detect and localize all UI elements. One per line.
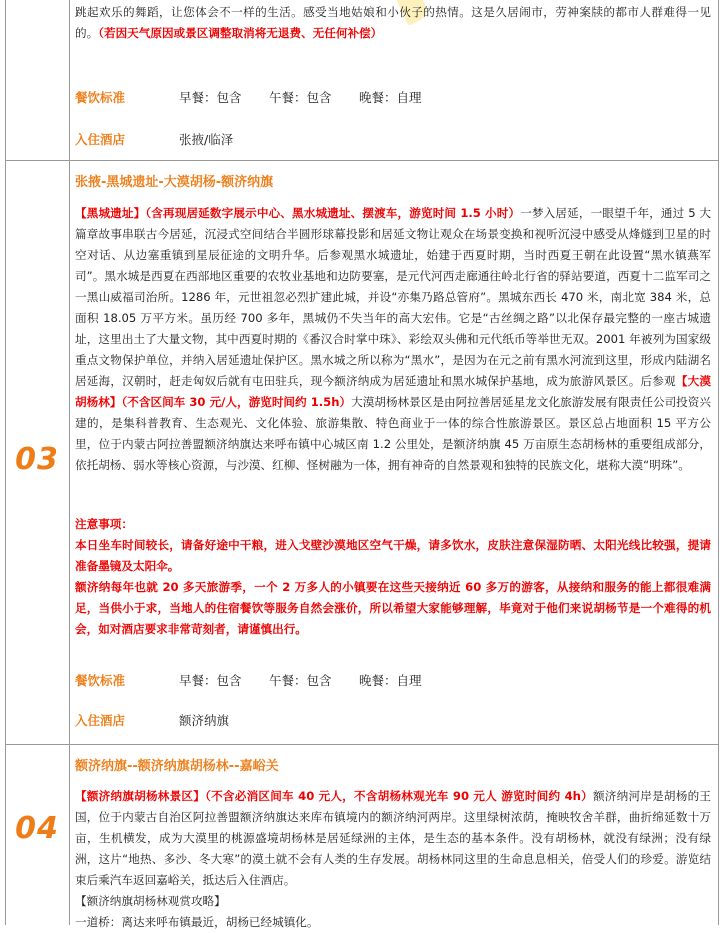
hotel-label: 入住酒店 — [75, 132, 126, 147]
weather-note: （若因天气原因或景区调整取消将无退费、无任何补偿） — [98, 26, 383, 40]
notice-item-2: 额济纳每年也就 20 多天旅游季，一个 2 万多人的小镇要在这些天接纳近 60 多万的游客，从接纳和服务的能上都很难满足，当供小于求，当地人的住宿餐饮等服务自然会涨价，所以希望大家能够理解，毕竟对于他们来说胡杨节是一个难得的机会，如对酒店要求非常苛刻者，请谨慎出行。 — [75, 580, 711, 636]
hotel-row-top — [75, 129, 711, 151]
spot-ejina-forest-text: 额济纳河岸是胡杨的王国，位于内蒙古自治区阿拉善盟额济纳旗达来库布镇境内的额济纳河两岸。这里绿树浓荫，掩映牧舍羊群，曲折绵延数十万亩，生机横发，成为大漠里的桃源盛境胡杨林是居延绿洲的主体，是生态的基本条件。没有胡杨林，就没有绿洲；没有绿洲，这片“地热、多沙、冬大寒”的漠土就不会有人类的生存发展。胡杨林同这里的生命息息相关，倍受人们的珍爱。游览结束后乘汽车返回嘉峪关，抵达后入住酒店。 — [75, 789, 711, 887]
spot-heicheng-text: 一梦入居延，一眼望千年，通过 5 大篇章故事串联古今居延，沉浸式空间结合半圆形球幕投影和居延文物让观众在场景变换和视听沉浸中感受从烽燧到卫星的时空对话、从边塞重镇到星辰征途的文明升华。后参观黑水城遗址，始建于西夏时期，当时西夏王朝在此设置“黑水镇燕军司”。黑水城是西夏在西部地区重要的农牧业基地和边防要塞，是元代河西走廊通往岭北行省的驿站要道，西夏十二监军司之一黑山威福司治所。1286 年，元世祖忽必烈扩建此城，并设“亦集乃路总管府”。黑城东西长 470 米，南北宽 384 米，总面积 18.05 万平方米。虽历经 700 多年，黑城仍不失当年的高大宏伟。它是“古丝绸之路”以北保存最完整的一座古城遗址，这里出土了大量文物，其中西夏时期的《番汉合时掌中珠》、彩绘双头佛和元代纸币等举世无双。2001 年被列为国家级重点文物保护单位，并纳入居延遗址保护区。黑水城之所以称为“黑水”，是因为在元之前有黑水河流到这里，形成内陆湖名居延海，汉朝时，赶走匈奴后就有屯田驻兵，现今额济纳成为居延遗址和黑水城保护基地，成为旅游风景区。后参观 — [75, 206, 711, 388]
spot-populus-forest-text: 大漠胡杨林景区是由阿拉善居延星龙文化旅游发展有限责任公司投资兴建的，是集科普教育、生态观光、文化体验、旅游集散、特色商业于一体的综合性旅游景区。景区总占地面积 15 平方公里，位于内蒙古阿拉善盟额济纳旗达来呼布镇中心城区南 1.2 公里处，是额济纳旗 45 万亩原生态胡杨林的重要组成部分，依托胡杨、弱水等核心资源，与沙漠、红柳、怪树融为一体，拥有神奇的自然景观和独特的民族文化，堪称大漠“明珠”。 — [75, 395, 711, 472]
meals-row-top — [75, 87, 711, 109]
guide-title: 【额济纳旗胡杨林观赏攻略】 — [75, 894, 226, 908]
hotel-label: 入住酒店 — [75, 713, 126, 728]
spot-populus-forest-label: 【大漠胡杨林】（不含区间车 30 元/人，游览时间约 1.5h） — [75, 374, 711, 409]
hotel-row-day3 — [75, 710, 711, 732]
hotel-value: 张掖/临泽 — [179, 132, 234, 147]
meals-label: 餐饮标准 — [75, 90, 126, 105]
day4-route-title: 额济纳旗--额济纳旗胡杨林--嘉峪关 — [75, 759, 279, 774]
day3-description — [75, 203, 711, 476]
breakfast-info: 早餐：包含 — [179, 90, 242, 105]
previous-day-text — [75, 2, 711, 44]
dinner-info: 晚餐：自理 — [359, 90, 422, 105]
day3-title — [75, 172, 711, 193]
spot-ejina-forest-label: 【额济纳旗胡杨林景区】（不含必消区间车 40 元人，不含胡杨林观光车 90 元人 游览时间约 4h） — [75, 789, 593, 803]
meals-row-day3 — [75, 670, 711, 692]
row-divider-day4 — [5, 744, 719, 745]
hotel-value: 额济纳旗 — [179, 713, 230, 728]
day-number-04: 04 — [15, 811, 59, 846]
notice-item-1: 本日坐车时间较长，请备好途中干粮，进入戈壁沙漠地区空气干燥，请多饮水，皮肤注意保湿防晒、太阳光线比较强，提请准备墨镜及太阳伞。 — [75, 538, 711, 573]
lunch-info: 午餐：包含 — [269, 90, 332, 105]
dinner-info: 晚餐：自理 — [359, 673, 422, 688]
day4-title — [75, 756, 711, 777]
row-divider-day3 — [5, 160, 719, 161]
breakfast-info: 早餐：包含 — [179, 673, 242, 688]
day4-description — [75, 786, 711, 933]
notice-title: 注意事项： — [75, 517, 133, 531]
meals-label: 餐饮标准 — [75, 673, 126, 688]
spot-heicheng-label: 【黑城遗址】（含再现居延数字展示中心、黑水城遗址、摆渡车，游览时间 1.5 小时） — [75, 206, 521, 220]
guide-line-1: 一道桥：离达来呼布镇最近，胡杨已经城镇化。 — [75, 915, 319, 929]
previous-day-intro: 跳起欢乐的舞蹈，让您体会不一样的生活。感受当地姑娘和小伙子的热情。这是久居闹市，劳神案牍的都市人群难得一见的。 — [75, 5, 711, 40]
day3-route-title: 张掖-黑城遗址-大漠胡杨-额济纳旗 — [75, 175, 274, 190]
day3-notice — [75, 514, 711, 640]
itinerary-table — [5, 0, 719, 929]
table-border-right — [718, 0, 719, 925]
table-border-divider — [69, 0, 70, 925]
lunch-info: 午餐：包含 — [269, 673, 332, 688]
day-number-03: 03 — [15, 442, 59, 477]
